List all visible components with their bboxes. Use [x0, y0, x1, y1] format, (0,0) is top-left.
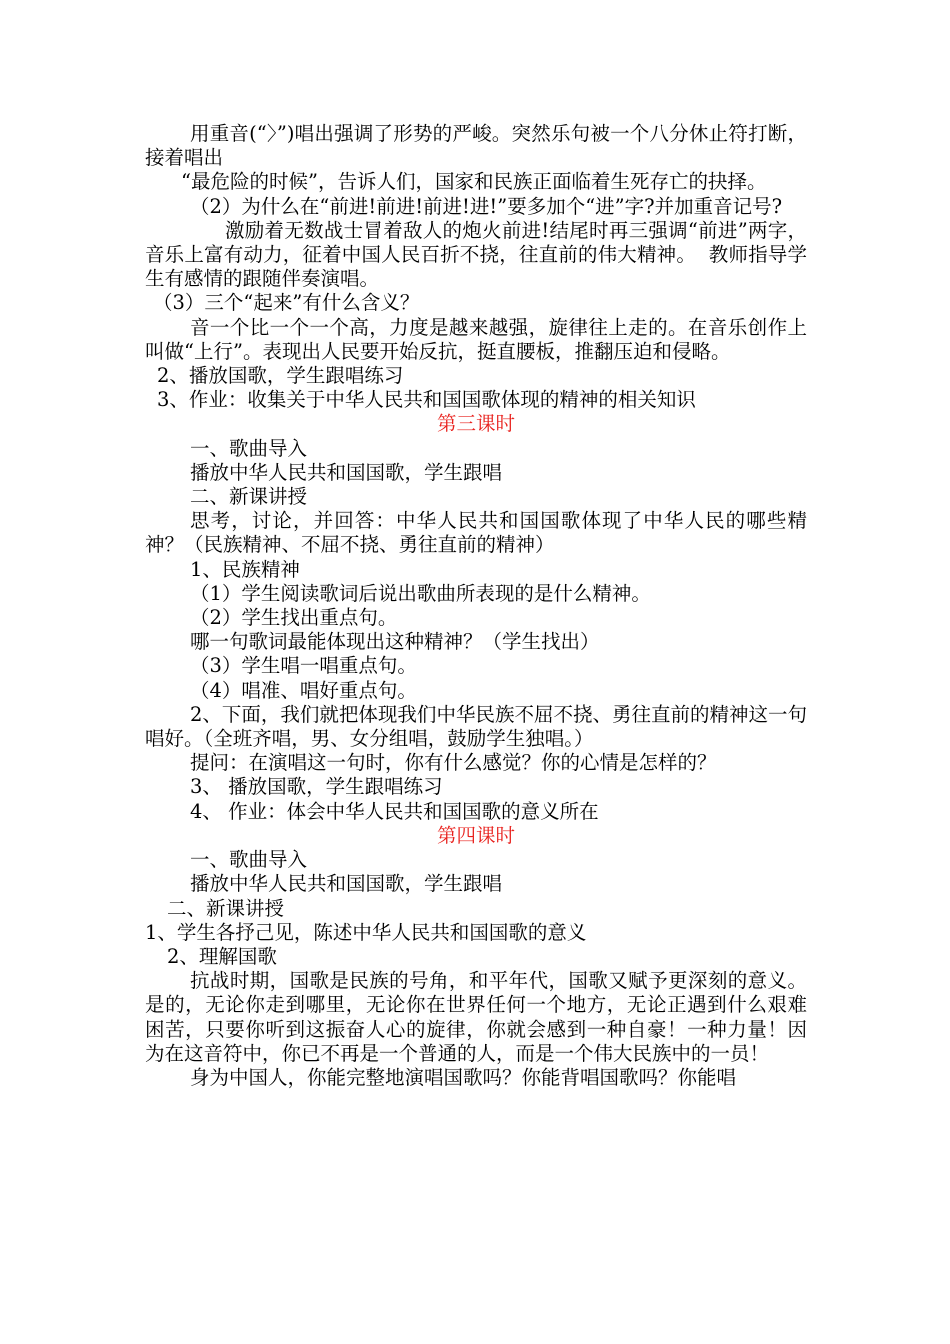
- paragraph-step-1: （1）学生阅读歌词后说出歌曲所表现的是什么精神。: [190, 581, 651, 605]
- paragraph-play-sing-along: 播放中华人民共和国国歌，学生跟唱: [190, 460, 503, 484]
- paragraph-which-lyric: 哪一句歌词最能体现出这种精神？（学生找出）: [190, 630, 600, 654]
- paragraph-play-anthem: 2、播放国歌，学生跟唱练习: [157, 364, 404, 388]
- paragraph-understand-anthem: 2、理解国歌: [167, 944, 277, 968]
- paragraph-answer-3: 音一个比一个一个高，力度是越来越强，旋律往上走的。在音乐创作上叫做“上行”。表现出人民要开始反抗，挺直腰板，推翻压迫和侵略。: [145, 315, 807, 363]
- paragraph-song-intro-2: 一、歌曲导入: [190, 848, 308, 872]
- paragraph-new-lesson-2: 二、新课讲授: [167, 896, 285, 920]
- paragraph-play-sing-along-2: 播放中华人民共和国国歌，学生跟唱: [190, 872, 503, 896]
- document-page: [145, 122, 807, 1090]
- paragraph-accent-explanation: 用重音(“〉”)唱出强调了形势的严峻。突然乐句被一个八分休止符打断，接着唱出: [145, 122, 807, 170]
- paragraph-step-2: （2）学生找出重点句。: [190, 606, 398, 630]
- paragraph-question-feeling: 提问：在演唱这一句时，你有什么感觉？你的心情是怎样的？: [190, 751, 717, 775]
- paragraph-sing-well: 2、下面，我们就把体现我们中华民族不屈不挠、勇往直前的精神这一句唱好。（全班齐唱，男、女分组唱，鼓励学生独唱。）: [145, 702, 807, 751]
- paragraph-step-3: （3）学生唱一唱重点句。: [190, 654, 417, 678]
- paragraph-homework: 3、作业：收集关于中华人民共和国国歌体现的精神的相关知识: [157, 388, 696, 412]
- paragraph-students-opinions: 1、学生各抒己见，陈述中华人民共和国国歌的意义: [145, 920, 587, 944]
- paragraph-answer-2: 激励着无数战士冒着敌人的炮火前进!结尾时再三强调“前进”两字，音乐上富有动力，征着中国人民百折不挠，往直前的伟大精神。 教师指导学生有感情的跟随伴奏演唱。: [145, 218, 807, 291]
- paragraph-discussion: 思考，讨论，并回答：中华人民共和国国歌体现了中华人民的哪些精神？（民族精神、不屈不挠、勇往直前的精神）: [145, 509, 807, 557]
- paragraph-national-spirit: 1、民族精神: [190, 557, 300, 581]
- paragraph-most-dangerous-time: “最危险的时候”，告诉人们，国家和民族正面临着生死存亡的抉择。: [181, 170, 767, 194]
- lesson-three-heading: 第三课时: [436, 412, 515, 436]
- paragraph-step-4: （4）唱准、唱好重点句。: [190, 678, 417, 702]
- paragraph-song-intro: 一、歌曲导入: [190, 436, 308, 460]
- paragraph-play-anthem-3: 3、 播放国歌，学生跟唱练习: [190, 775, 443, 799]
- paragraph-anthem-meaning: 抗战时期，国歌是民族的号角，和平年代，国歌又赋予更深刻的意义。是的，无论你走到哪里，无论你在世界任何一个地方，无论正遇到什么艰难困苦，只要你听到这振奋人心的旋律，你就会感到一种自豪！一种力量！因为在这音符中，你已不再是一个普通的人，而是一个伟大民族中的一员！: [145, 969, 807, 1065]
- paragraph-new-lesson: 二、新课讲授: [190, 485, 308, 509]
- paragraph-question-3: （3）三个“起来”有什么含义？: [153, 291, 420, 315]
- paragraph-question-2: （2）为什么在“前进!前进!前进!进!”要多加个“进”字?并加重音记号?: [190, 194, 783, 218]
- paragraph-as-chinese: 身为中国人，你能完整地演唱国歌吗？你能背唱国歌吗？你能唱: [190, 1065, 737, 1089]
- paragraph-homework-4: 4、 作业：体会中华人民共和国国歌的意义所在: [190, 799, 599, 823]
- lesson-four-heading: 第四课时: [436, 823, 515, 847]
